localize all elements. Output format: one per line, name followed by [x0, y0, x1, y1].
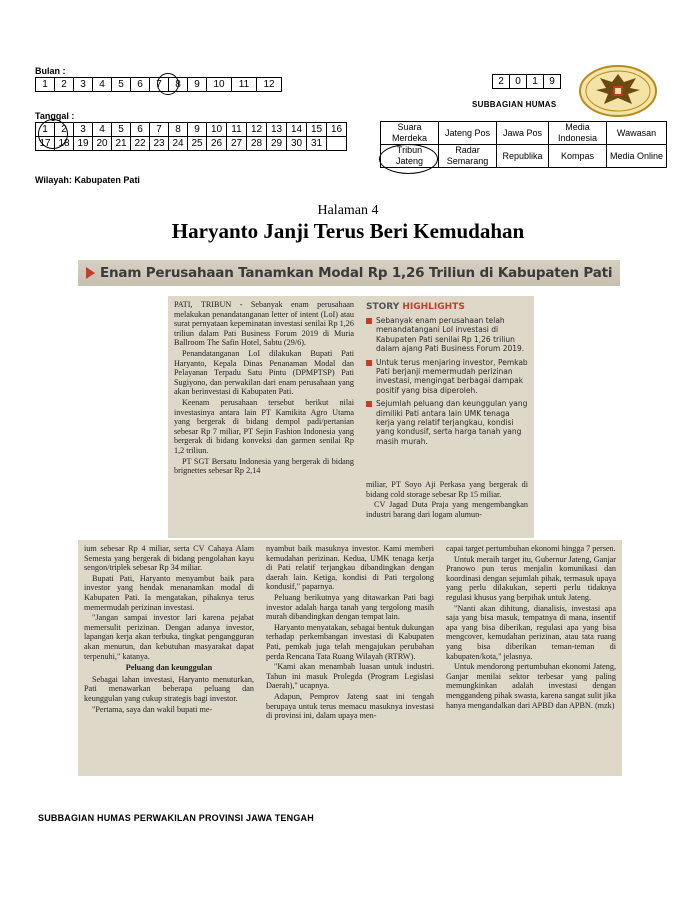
- tanggal-cell: 12: [247, 123, 267, 137]
- tahun-digit: 2: [493, 75, 510, 89]
- bulan-cell: 11: [232, 78, 257, 92]
- tanggal-cell: 31: [307, 137, 327, 151]
- article-paragraph: Penandatanganan LoI dilakukan Bupati Pati Haryanto, Kepala Dinas Penanaman Modal dan Pelayanan Terpadu Satu Pintu (DPMPTSP) Pati Sugiyono, dan perwakilan dari enam perusahaan yang akan berinvestasi di Kabupaten Pati.: [174, 348, 354, 397]
- tanggal-cell-selected: 1: [36, 123, 55, 137]
- tanggal-cell: 20: [93, 137, 112, 151]
- bulan-cell: 12: [257, 78, 282, 92]
- tanggal-cell: 11: [227, 123, 247, 137]
- tahun-digit: 0: [510, 75, 527, 89]
- article-paragraph: PATI, TRIBUN - Sebanyak enam perusahaan melakukan penandatanganan letter of intent (LoI) atau surat pernyataan kepeminatan investasi senilai Rp 1,26 triliun dalam Pati Business Forum 2019 di Muria Ballroom The Safin Hotel, Sabtu (29/6).: [174, 300, 354, 348]
- tanggal-cell: 10: [207, 123, 227, 137]
- tanggal-cell: 13: [267, 123, 287, 137]
- tanggal-cell: 24: [169, 137, 188, 151]
- article-paragraph: miliar, PT Soyo Aji Perkasa yang bergerak di bidang cold storage sebesar Rp 15 miliar.: [366, 480, 528, 499]
- tanggal-cell: 2: [55, 123, 74, 137]
- article-paragraph: "Jangan sampai investor lari karena pejabat memersulit perizinan. Dengan adanya investor, lapangan kerja akan terbuka, tingkat pengangguran akan menurun, dan kebutuhan masyarakat dapat terpenuhi," katanya.: [84, 613, 254, 661]
- arrow-icon: [86, 267, 95, 279]
- bulan-cell: 4: [93, 78, 112, 92]
- tanggal-cell: 29: [267, 137, 287, 151]
- story-highlights-title: STORY: [366, 302, 400, 312]
- article-paragraph: Untuk mendorong pertumbuhan ekonomi Jateng, Ganjar menilai sektor terbesar yang paling memungkinkan adalah investasi dengan menggandeng pihak swasta, karena sangat sulit jika hanya mengandalkan dari APBD dan APBN. (mzk): [446, 662, 616, 710]
- media-cell: Media Indonesia: [549, 122, 607, 145]
- tanggal-cell: 7: [150, 123, 169, 137]
- tanggal-cell: [327, 137, 347, 151]
- tanggal-selection-circle: [38, 119, 68, 149]
- article-paragraph: CV Jagad Duta Praja yang mengembangkan industri barang dari logam alumun-: [366, 500, 528, 519]
- article-paragraph: Untuk meraih target itu, Gubernur Jateng, Ganjar Pranowo pun terus menjalin komunikasi dan koordinasi dengan sejumlah pihak, termasuk upaya yang perlu dilakukan, seperti perlu tidaknya regulasi khusus yang berpihak untuk Jateng.: [446, 554, 616, 602]
- media-cell: Wawasan: [607, 122, 667, 145]
- highlight-item: [366, 399, 528, 446]
- bulan-cell: 3: [74, 78, 93, 92]
- media-cell: Republika: [497, 145, 549, 168]
- tanggal-cell: 17: [36, 137, 55, 151]
- bullet-icon: [366, 318, 372, 324]
- media-cell: Jawa Pos: [497, 122, 549, 145]
- article-paragraph: capai target pertumbuhan ekonomi hingga 7 persen.: [446, 544, 616, 553]
- bullet-icon: [366, 401, 372, 407]
- tanggal-cell: 9: [188, 123, 207, 137]
- article-paragraph: Sebagai lahan investasi, Haryanto menuturkan, Pati menawarkan beberapa peluang dan keunggulan yang cukup strategis bagi investor.: [84, 674, 254, 703]
- article-paragraph: Keenam perusahaan tersebut berikut nilai investasinya antara lain PT Kamikita Agro Utama yang bergerak di bidang dempol padi/pertanian sebesar Rp 7 miliar, PT Sejin Fashion Indonesia yang bergerak di bidang konveksi dan garmen senilai Rp 1,2 triliun.: [174, 397, 354, 455]
- tanggal-label: Tanggal :: [35, 111, 75, 121]
- highlight-text: Untuk terus menjaring investor, Pemkab Pati berjanji memermudah perizinan investasi, mengingat berbagai dampak positif yang bisa diperoleh.: [376, 357, 528, 395]
- bulan-cell: 8: [169, 78, 188, 92]
- tahun-digit: 9: [544, 75, 561, 89]
- page-title: Haryanto Janji Terus Beri Kemudahan: [171, 219, 525, 243]
- tanggal-cell: 19: [74, 137, 93, 151]
- media-cell: Jateng Pos: [439, 122, 497, 145]
- media-cell: Kompas: [549, 145, 607, 168]
- tahun-grid: [492, 74, 561, 89]
- bulan-cell-selected: 7: [150, 78, 169, 92]
- article-headline-banner: [78, 260, 620, 286]
- tanggal-cell: 15: [307, 123, 327, 137]
- highlight-text: Sejumlah peluang dan keunggulan yang dimiliki Pati antara lain UMK tenaga kerja yang relatif terjangkau, kondisi yang kondusif, serta harga tanah yang masih murah.: [376, 399, 528, 446]
- tanggal-cell: 6: [131, 123, 150, 137]
- article-headline: Enam Perusahaan Tanamkan Modal Rp 1,26 Triliun di Kabupaten Pati: [100, 265, 613, 281]
- story-highlights-box: [360, 296, 534, 476]
- bulan-cell: 2: [55, 78, 74, 92]
- wilayah-label: Wilayah: Kabupaten Pati: [35, 175, 140, 185]
- tanggal-cell: 3: [74, 123, 93, 137]
- media-cell: Radar Semarang: [439, 145, 497, 168]
- article-subheading: Peluang dan keunggulan: [125, 663, 213, 673]
- tanggal-cell: 25: [188, 137, 207, 151]
- tanggal-cell: 23: [150, 137, 169, 151]
- article-paragraph: Peluang berikutnya yang ditawarkan Pati bagi investor adalah harga tanah yang tergolong masih murah dibandingkan dengan tempat lain.: [266, 592, 434, 622]
- bulan-cell: 10: [207, 78, 232, 92]
- story-highlights-title2: HIGHLIGHTS: [402, 302, 465, 312]
- subbagian-humas-label: SUBBAGIAN HUMAS: [472, 100, 557, 109]
- highlight-text: Sebanyak enam perusahaan telah menandatangani LoI investasi di Kabupaten Pati senilai Rp 1,26 triliun dalam ajang Pati Business Forum 2019.: [376, 316, 525, 354]
- bulan-cell: 5: [112, 78, 131, 92]
- tanggal-cell: 14: [287, 123, 307, 137]
- story-highlights-heading: [366, 302, 528, 312]
- bulan-cell: 9: [188, 78, 207, 92]
- bulan-selection-circle: [157, 73, 179, 95]
- article-paragraph: "Pertama, saya dan wakil bupati me-: [92, 704, 213, 714]
- article-paragraph: Adapun, Pemprov Jateng saat ini tengah berupaya untuk terus memacu masuknya investasi di provinsi ini, dalam upaya men-: [266, 691, 434, 721]
- bulan-label: Bulan :: [35, 66, 66, 76]
- tanggal-cell: 28: [247, 137, 267, 151]
- tanggal-cell: 26: [207, 137, 227, 151]
- highlight-item: [366, 358, 528, 396]
- article-paragraph: Haryanto menyatakan, sebagai bentuk dukungan terhadap perkembangan investasi di Kabupaten Pati, pemkab juga telah mengajukan perubahan perda Rencana Tata Ruang Wilayah (RTRW).: [266, 622, 434, 661]
- tanggal-cell: 30: [287, 137, 307, 151]
- tanggal-cell: 5: [112, 123, 131, 137]
- tanggal-cell: 8: [169, 123, 188, 137]
- tanggal-cell: 21: [112, 137, 131, 151]
- article-paragraph: "Nanti akan dihitung, dianalisis, investasi apa saja yang bisa masuk, tempatnya di mana, insentif apa yang bisa diberikan, regulasi apa yang bisa mengcover, kemudahan perizinan, atau tata ruang yang bisa diberikan teman-teman di kabupaten/kota," jelasnya.: [446, 603, 616, 661]
- tanggal-cell: 22: [131, 137, 150, 151]
- article-top-right-column: [360, 476, 534, 538]
- page-number: Halaman 4: [317, 203, 379, 218]
- article-column-3: [440, 540, 622, 776]
- tanggal-cell: 27: [227, 137, 247, 151]
- tanggal-grid: [35, 122, 347, 151]
- tanggal-cell: 4: [93, 123, 112, 137]
- footer-label: SUBBAGIAN HUMAS PERWAKILAN PROVINSI JAWA TENGAH: [38, 813, 314, 823]
- tanggal-cell: 16: [327, 123, 347, 137]
- article-paragraph: ium sebesar Rp 4 miliar, serta CV Cahaya Alam Semesta yang bergerak di bidang pengolahan kayu sengon/triplek sebesar Rp 34 miliar.: [84, 544, 254, 573]
- media-cell: Suara Merdeka: [381, 122, 439, 145]
- article-top-left-column: [168, 296, 360, 538]
- article-paragraph: PT SGT Bersatu Indonesia yang bergerak di bidang brignettes sebesar Rp 2,14: [174, 456, 354, 476]
- bulan-cell: 6: [131, 78, 150, 92]
- media-cell: Media Online: [607, 145, 667, 168]
- article-paragraph: nyambut baik masuknya investor. Kami memberi kemudahan perizinan. Kedua, UMK tenaga kerja di Pati relatif terjangkau dibandingkan dengan daerah lain. Ketiga, kondisi di Pati tergolong kondusif," paparnya.: [266, 544, 434, 592]
- highlight-item: [366, 316, 528, 354]
- tanggal-cell: 18: [55, 137, 74, 151]
- bullet-icon: [366, 360, 372, 366]
- article-column-1: [78, 540, 260, 776]
- article-column-2: [260, 540, 440, 776]
- tahun-digit: 1: [527, 75, 544, 89]
- article-paragraph: Bupati Pati, Haryanto menyambut baik para investor yang hendak menanamkan modal di Kabupaten Pati. Ia mengatakan, pihaknya terus memermudah perizinan investasi.: [84, 573, 254, 612]
- media-cell-selected: Tribun Jateng: [381, 145, 439, 168]
- media-selection-circle: [379, 144, 438, 174]
- garuda-emblem-icon: [578, 64, 658, 118]
- bulan-cell: 1: [36, 78, 55, 92]
- article-paragraph: "Kami akan menambah luasan untuk industri. Tahun ini masuk Prolegda (Program Legislasi Daerah)," ucapnya.: [266, 662, 434, 691]
